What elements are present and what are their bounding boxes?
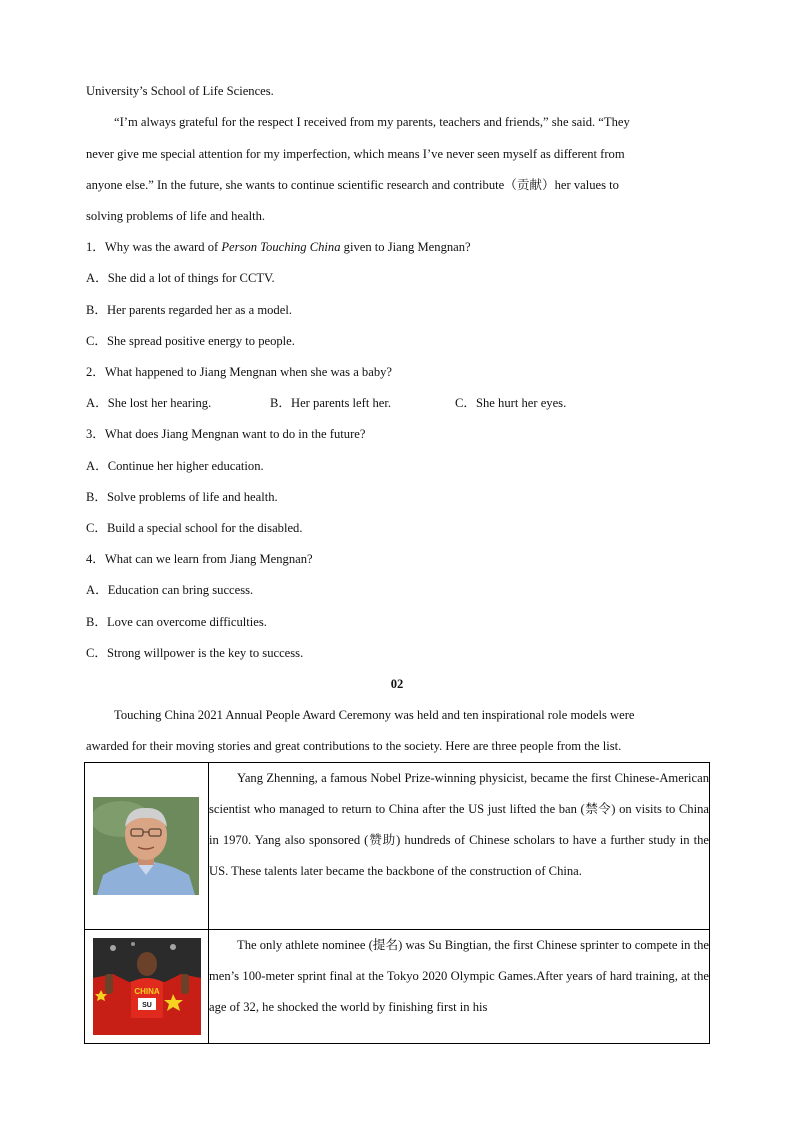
question-3-option-b[interactable]: B．Solve problems of life and health.	[86, 490, 278, 504]
table-row	[85, 763, 710, 930]
passage-line-4: anyone else.” In the future, she wants to continue scientific research and contribute（贡献）her values to	[86, 178, 619, 192]
description-cell	[209, 930, 710, 1044]
table-row	[85, 930, 710, 1044]
question-4-option-b[interactable]: B．Love can overcome difficulties.	[86, 615, 267, 629]
question-3-option-a[interactable]: A．Continue her higher education.	[86, 459, 264, 473]
question-1-option-a[interactable]: A．She did a lot of things for CCTV.	[86, 271, 275, 285]
question-1-italic-title: Person Touching China	[221, 240, 341, 254]
person-description-yang-zhenning: Yang Zhenning, a famous Nobel Prize-winning physicist, became the first Chinese-American scientist who managed to return to China after the US just lifted the ban (禁令) on visits to China in 1970. Yang also sponsored (赞助) hundreds of Chinese scholars to have a further study in the US. These talents later became the backbone of the construction of China.	[209, 771, 709, 878]
jersey-text: CHINA	[134, 987, 160, 996]
passage-line-1: University’s School of Life Sciences.	[86, 84, 274, 98]
question-1	[86, 239, 471, 255]
section-number: 02	[390, 677, 404, 691]
photo-cell	[85, 930, 209, 1044]
question-3-option-c[interactable]: C．Build a special school for the disabled.	[86, 521, 303, 535]
question-4-option-a[interactable]: A．Education can bring success.	[86, 583, 254, 597]
question-4: 4．What can we learn from Jiang Mengnan?	[86, 552, 313, 566]
person-description-su-bingtian: The only athlete nominee (提名) was Su Bingtian, the first Chinese sprinter to compete in the men’s 100-meter sprint final at the Tokyo 2020 Olympic Games.After years of hard training, at the age of 32, he shocked the world by finishing first in his	[209, 938, 709, 1014]
question-2-option-a[interactable]: A．She lost her hearing.	[86, 396, 212, 410]
people-table	[84, 762, 710, 1044]
athlete-photo-su-bingtian-icon	[93, 938, 201, 1035]
question-1-prefix: 1．Why was the award of	[86, 240, 222, 254]
portrait-photo-yang-zhenning-icon	[93, 797, 199, 895]
athlete-illustration	[93, 938, 201, 1035]
bib-text: SU	[142, 1002, 152, 1009]
photo-cell	[85, 763, 209, 930]
question-3: 3．What does Jiang Mengnan want to do in the future?	[86, 427, 366, 441]
passage-line-5: solving problems of life and health.	[86, 209, 266, 223]
section-intro-line-1: Touching China 2021 Annual People Award Ceremony was held and ten inspirational role models were	[114, 708, 635, 722]
question-1-option-c[interactable]: C．She spread positive energy to people.	[86, 334, 295, 348]
question-2-option-c[interactable]: C．She hurt her eyes.	[455, 396, 567, 410]
question-4-option-c[interactable]: C．Strong willpower is the key to success.	[86, 646, 304, 660]
description-cell	[209, 763, 710, 930]
section-intro-line-2: awarded for their moving stories and great contributions to the society. Here are three people from the list.	[86, 739, 622, 753]
passage-line-2: “I’m always grateful for the respect I received from my parents, teachers and friends,” she said. “They	[114, 115, 630, 129]
question-2-option-b[interactable]: B．Her parents left her.	[270, 396, 391, 410]
question-2: 2．What happened to Jiang Mengnan when she was a baby?	[86, 365, 393, 379]
portrait-illustration	[93, 797, 199, 895]
passage-line-3: never give me special attention for my imperfection, which means I’ve never seen myself as different from	[86, 147, 625, 161]
question-1-option-b[interactable]: B．Her parents regarded her as a model.	[86, 303, 292, 317]
question-1-suffix: given to Jiang Mengnan?	[340, 240, 471, 254]
